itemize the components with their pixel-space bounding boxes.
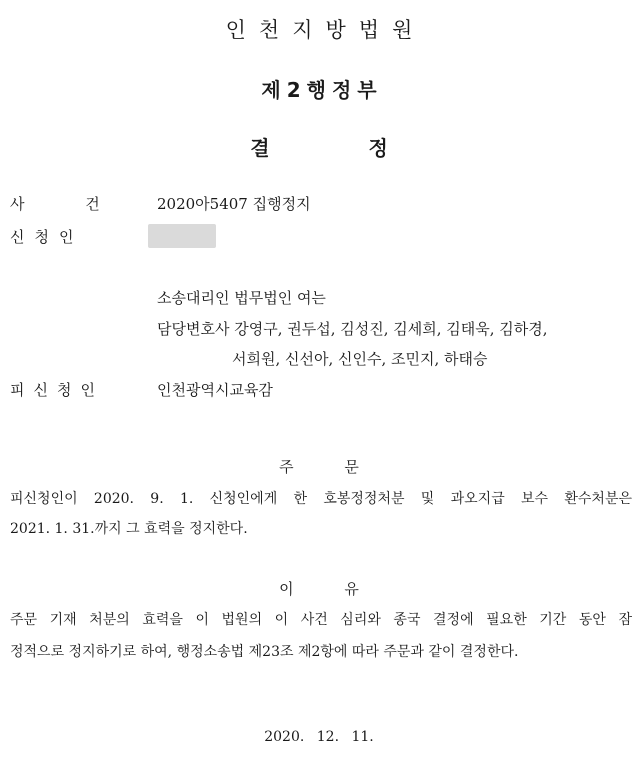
lawyers-line-1: 담당변호사 강영구, 권두섭, 김성진, 김세희, 김태욱, 김하경,	[157, 320, 548, 338]
order-text-line-2: 2021. 1. 31.까지 그 효력을 정지한다.	[10, 521, 248, 537]
applicant-label: 신청인	[10, 228, 84, 246]
case-number: 2020아5407 집행정지	[157, 195, 311, 213]
case-label: 사 건	[10, 195, 100, 213]
respondent-label: 피신청인	[10, 381, 104, 399]
order-text-line-1: 피신청인이 2020. 9. 1. 신청인에게 한 호봉정정처분 및 과오지급 보수 환수처분은	[10, 491, 632, 507]
order-heading: 주 문	[279, 458, 359, 476]
court-name: 인천지방법원	[225, 18, 426, 42]
applicant-name-redacted	[148, 224, 216, 248]
respondent-name: 인천광역시교육감	[157, 381, 273, 399]
division-name: 제2행정부	[261, 78, 383, 102]
lawyers-line-2: 서희원, 신선아, 신인수, 조민지, 하태승	[232, 350, 488, 368]
decision-date: 2020. 12. 11.	[264, 729, 374, 745]
legal-representative: 소송대리인 법무법인 여는	[157, 289, 326, 307]
reason-text-line-1: 주문 기재 처분의 효력을 이 법원의 이 사건 심리와 종국 결정에 필요한 기간 동안 잠	[10, 612, 632, 628]
document-title: 결 정	[250, 136, 388, 160]
reason-heading: 이 유	[279, 580, 359, 598]
reason-text-line-2: 정적으로 정지하기로 하여, 행정소송법 제23조 제2항에 따라 주문과 같이 결정한다.	[10, 644, 519, 660]
